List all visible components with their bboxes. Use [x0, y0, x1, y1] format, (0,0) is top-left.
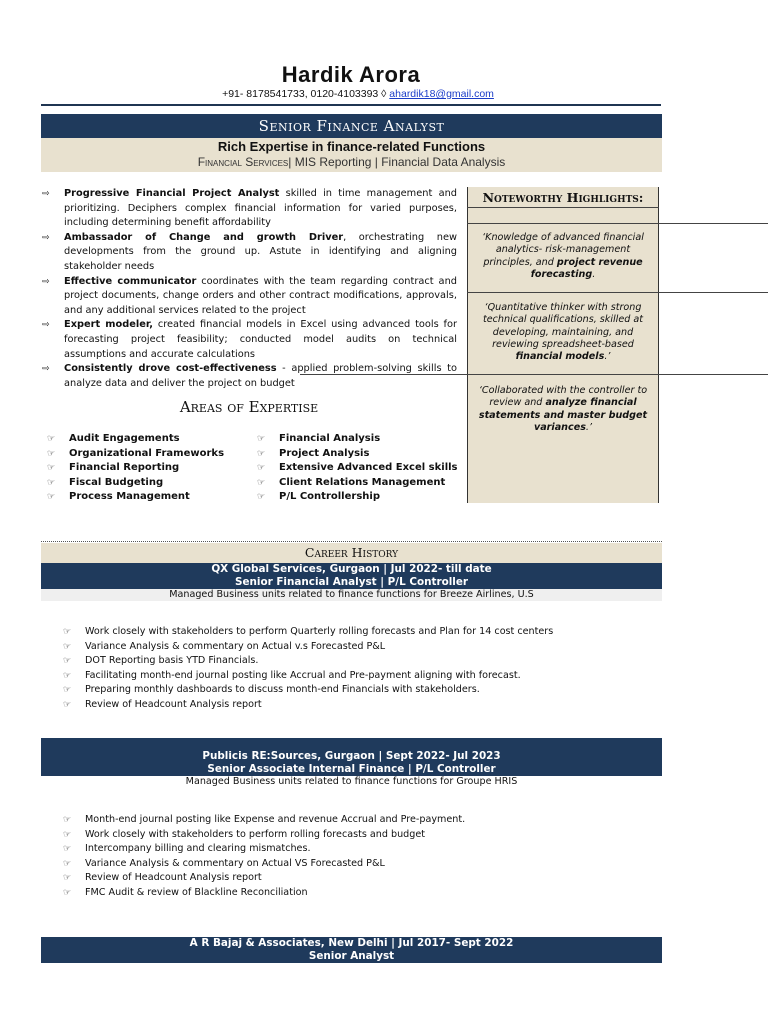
task-item: ☞ Review of Headcount Analysis report [63, 871, 465, 886]
pointing-hand-icon: ☞ [47, 492, 56, 503]
profile-bullet [41, 362, 457, 391]
job-role: Senior Financial Analyst | P/L Controller [234, 575, 469, 588]
pointing-hand-icon: ☞ [47, 477, 56, 488]
candidate-name: Hardik Arora [281, 62, 421, 87]
task-item: ☞ Facilitating month-end journal posting like Accrual and Pre-payment aligning with forecast. [63, 669, 553, 684]
task-item: ☞ FMC Audit & review of Blackline Reconciliation [63, 886, 465, 901]
arrow-icon: ⇨ [42, 189, 50, 199]
highlights-divider [467, 292, 768, 293]
job-tasks [63, 813, 465, 900]
job-role: Senior Analyst [308, 949, 395, 962]
expertise-item: ☞ Project Analysis [257, 447, 458, 462]
job-header [41, 563, 662, 589]
expertise-summary-banner [41, 138, 662, 172]
expertise-item: ☞ Extensive Advanced Excel skills [257, 461, 458, 476]
services-label: Financial Services [197, 155, 289, 169]
bullet-text: created financial models in Excel using advanced tools for forecasting project feasibility; conducted model audits on technical assumptions and accurate calculations [64, 319, 458, 360]
task-item: ☞ Preparing monthly dashboards to discuss month-end Financials with stakeholders. [63, 683, 553, 698]
pointing-hand-icon: ☞ [47, 448, 56, 459]
pointing-hand-icon: ☞ [257, 434, 266, 444]
header-divider [41, 104, 661, 106]
profile-bullets [41, 187, 457, 391]
job-company: A R Bajaj & Associates, New Delhi | Jul 2017- Sept 2022 [189, 937, 514, 949]
job-company: Publicis RE:Sources, Gurgaon | Sept 2022- Jul 2023 [202, 750, 501, 762]
task-item: ☞ Variance Analysis & commentary on Actual VS Forecasted P&L [63, 857, 465, 872]
task-item: ☞ Work closely with stakeholders to perform Quarterly rolling forecasts and Plan for 14 cost centers [63, 625, 553, 640]
highlight-quote-2: ‘Quantitative thinker with strong technical qualifications, skilled at developing, maintaining, and reviewing spreadsheet-based financial models.’ [482, 302, 644, 363]
job-company: QX Global Services, Gurgaon | Jul 2022- till date [211, 563, 492, 575]
expertise-item: ☞ Organizational Frameworks [47, 447, 224, 462]
pointing-hand-icon: ☞ [63, 670, 72, 681]
highlight-quote-1: ‘Knowledge of advanced financial analytics- risk-management principles, and project revenue forecasting. [482, 232, 644, 280]
expertise-item: ☞ Process Management [47, 490, 224, 505]
job-tasks [63, 625, 553, 712]
task-item: ☞ Review of Headcount Analysis report [63, 698, 553, 713]
bullet-text: coordinates with the team regarding contract and project documents, change orders and other contract modifications, approvals, and any additional services related to the project [64, 275, 457, 316]
expertise-item: ☞ Fiscal Budgeting [47, 476, 224, 491]
expertise-column-1 [47, 432, 224, 505]
bullet-text: - applied problem-solving skills to analyze data and deliver the project on budget [64, 363, 458, 389]
pointing-hand-icon: ☞ [63, 815, 72, 825]
arrow-icon: ⇨ [42, 320, 50, 331]
pointing-hand-icon: ☞ [257, 477, 266, 488]
pointing-hand-icon: ☞ [63, 685, 72, 695]
pointing-hand-icon: ☞ [63, 844, 72, 854]
highlights-divider [300, 374, 768, 375]
pointing-hand-icon: ☞ [47, 463, 56, 474]
highlight-quote-3: ‘Collaborated with the controller to review and analyze financial statements and master budget variances.’ [478, 385, 648, 433]
pointing-hand-icon: ☞ [257, 492, 266, 503]
bullet-bold: Effective communicator [64, 275, 197, 287]
task-item: ☞ Month-end journal posting like Expense and revenue Accrual and Pre-payment. [63, 813, 465, 828]
bullet-text: skilled in time management and prioritizing. Deciphers complex financial information for varied purposes, including determining benefit affordability [64, 188, 458, 229]
pointing-hand-icon: ☞ [63, 858, 72, 869]
pointing-hand-icon: ☞ [257, 448, 266, 459]
task-item: ☞ Variance Analysis & commentary on Actual v.s Forecasted P&L [63, 640, 553, 655]
highlights-divider [467, 207, 659, 208]
bullet-bold: Expert modeler, [64, 319, 154, 331]
pointing-hand-icon: ☞ [63, 641, 72, 652]
bullet-bold: Progressive Financial Project Analyst [64, 188, 280, 199]
job-description: Managed Business units related to finance functions for Groupe HRIS [41, 776, 662, 788]
pointing-hand-icon: ☞ [47, 434, 56, 444]
expertise-item: ☞ P/L Controllership [257, 490, 458, 505]
highlights-divider [467, 223, 768, 224]
expertise-item: ☞ Audit Engagements [47, 432, 224, 447]
profile-bullet [41, 231, 457, 275]
task-item: ☞ Intercompany billing and clearing mismatches. [63, 842, 465, 857]
career-dotted-divider [41, 541, 662, 542]
expertise-subtitle: Rich Expertise in finance-related Functions [217, 139, 486, 154]
expertise-item: ☞ Client Relations Management [257, 476, 458, 491]
job-role: Senior Associate Internal Finance | P/L Controller [207, 762, 496, 775]
job-header [41, 738, 662, 776]
pointing-hand-icon: ☞ [63, 627, 72, 637]
pointing-hand-icon: ☞ [63, 656, 72, 666]
services-line [41, 155, 662, 169]
areas-of-expertise-title: Areas of Expertise [179, 398, 319, 416]
arrow-icon: ⇨ [42, 364, 50, 375]
career-history-title: Career History [41, 543, 662, 563]
pointing-hand-icon: ☞ [257, 463, 266, 474]
profile-bullet [41, 275, 457, 319]
job-description: Managed Business units related to finance functions for Breeze Airlines, U.S [41, 589, 662, 601]
profile-bullet [41, 318, 457, 362]
bullet-bold: Ambassador of Change and growth Driver [64, 231, 344, 243]
task-item: ☞ Work closely with stakeholders to perform rolling forecasts and budget [63, 828, 465, 843]
contact-line [0, 88, 716, 100]
pointing-hand-icon: ☞ [63, 887, 72, 898]
job-title-banner: Senior Finance Analyst [41, 114, 662, 138]
profile-bullet [41, 187, 457, 231]
bullet-text: , orchestrating new developments from the ground up. Astute in identifying and aligning stakeholder needs [64, 231, 457, 272]
job-header [41, 937, 662, 963]
email-link[interactable]: ahardik18@gmail.com [389, 88, 494, 100]
pointing-hand-icon: ☞ [63, 699, 72, 710]
arrow-icon: ⇨ [42, 276, 50, 287]
arrow-icon: ⇨ [42, 232, 50, 243]
contact-phones: +91- 8178541733, 0120-4103393 ◊ [222, 88, 390, 100]
task-item: ☞ DOT Reporting basis YTD Financials. [63, 654, 553, 669]
bullet-bold: Consistently drove cost-effectiveness [64, 363, 277, 375]
pointing-hand-icon: ☞ [63, 873, 72, 883]
highlights-title: Noteworthy Highlights: [482, 190, 644, 205]
expertise-column-2 [257, 432, 458, 505]
expertise-item: ☞ Financial Analysis [257, 432, 458, 447]
services-rest: | MIS Reporting | Financial Data Analysis [288, 155, 506, 169]
pointing-hand-icon: ☞ [63, 829, 72, 840]
expertise-item: ☞ Financial Reporting [47, 461, 224, 476]
